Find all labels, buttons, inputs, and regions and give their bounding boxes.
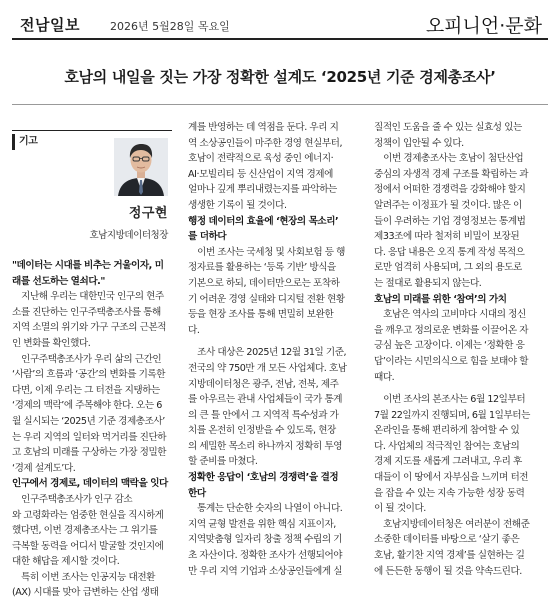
body-text-line: 이 될 것이다. — [374, 503, 426, 515]
issue-date: 2026년 5월28일 목요일 — [110, 20, 230, 33]
subheading-line: 인구에서 경제로, 데이터의 맥락을 잇다 — [12, 478, 168, 490]
body-text-line: 답’이라는 시민의식으로 힘을 보태야 할 — [374, 355, 529, 367]
body-text-line: 로만 엄격히 사용되며, 그 외의 용도로 — [374, 262, 522, 274]
body-text-line: 극복할 동력을 어디서 발굴할 것인지에 — [12, 540, 164, 552]
body-text-line: 소중한 데이터를 바탕으로 ‘살기 좋은 — [374, 534, 520, 546]
body-text-line: 지역맞춤형 일자리 창출 정책 수립의 기 — [188, 534, 343, 546]
newspaper-name: 전남일보 — [20, 16, 80, 34]
body-text-line: 대들이 이 땅에서 자부심을 느끼며 터전 — [374, 472, 529, 484]
subheading-line: 정확한 응답이 ‘호남의 경쟁력’을 결정 — [188, 472, 339, 484]
body-text-line: 했다면, 이번 경제총조사는 그 위기를 — [12, 525, 158, 537]
author-info — [89, 206, 168, 243]
body-text-line: 의 세밀한 목소리 하나까지 정확히 투영 — [188, 440, 343, 452]
body-text-line: 을 잡을 수 있는 지속 가능한 성장 동력 — [374, 487, 525, 499]
body-text-line: 다. 사업체의 적극적인 참여는 호남의 — [374, 440, 520, 452]
paragraph-gap — [374, 385, 548, 392]
body-text-line: 소를 진단하는 인구주택총조사를 통해 — [12, 306, 161, 318]
body-text-line: 다. 응답 내용은 오직 통계 작성 목적으 — [374, 246, 525, 258]
body-text-line: (AX) 시대를 맞아 급변하는 산업 생태 — [12, 587, 159, 599]
byline-block — [12, 120, 172, 258]
body-text-line: 다. — [188, 324, 200, 336]
body-text-line: 계를 반영하는 데 역점을 둔다. 우리 지 — [188, 122, 339, 133]
body-text-line: 지방데이터청은 광주, 전남, 전북, 제주 — [188, 378, 339, 390]
body-text-line: 역 소상공인들이 마주한 경영 현실부터, — [188, 137, 343, 149]
body-text-line: 정책이 입안될 수 있다. — [374, 137, 464, 149]
body-text-line: 와 고령화라는 엄중한 현실을 직시하게 — [12, 509, 164, 521]
body-text-line: 기본으로 하되, 데이터만으로는 포착하 — [188, 277, 340, 289]
body-text-line: 을 깨우고 정의로운 변화를 이끌어온 자 — [374, 324, 529, 336]
subheading-line: 한다 — [188, 487, 206, 499]
body-text-line: 긍심 높은 고장이다. 이제는 ‘정확한 응 — [374, 340, 525, 352]
body-text-line: ‘경제의 맥락’에 주목해야 한다. 오는 6 — [12, 400, 162, 412]
article-column-1 — [12, 120, 172, 601]
body-text-line: 지난해 우리는 대한민국 인구의 현주 — [12, 291, 164, 303]
body-text-line: 중심의 자생적 경제 구조를 확립하는 과 — [374, 168, 529, 180]
body-text-line: 들이 우려하는 기업 경영정보는 통계법 — [374, 215, 526, 227]
body-text-line: 지역 소멸의 위기와 가구 구조의 근본적 — [12, 322, 167, 334]
body-text-line: 이번 조사는 국세청 및 사회보험 등 행 — [188, 246, 346, 258]
headline: 호남의 내일을 짓는 가장 정확한 설계도 ‘2025년 기준 경제총조사’ — [64, 68, 496, 86]
body-text-line: 특히 이번 조사는 인공지능 대전환 — [12, 571, 155, 583]
body-text-line: 제33조에 따라 철저히 비밀이 보장된 — [374, 231, 520, 243]
body-text-line: 지역 균형 발전을 위한 핵심 지표이자, — [188, 518, 336, 530]
body-text-line: 의 큰 틀 안에서 그 지역적 특수성과 가 — [188, 409, 339, 421]
body-text-line: 는 절대로 활용되지 않는다. — [374, 277, 482, 289]
body-text-line: 인 변화를 확인했다. — [12, 337, 91, 349]
body-text-line: 온라인을 통해 편리하게 참여할 수 있 — [374, 425, 520, 437]
body-text-line: 통계는 단순한 숫자의 나열이 아니다. — [188, 503, 343, 515]
subheading-line: 호남의 미래를 위한 ‘참여’의 가치 — [374, 293, 507, 305]
author-name: 정구현 — [128, 206, 168, 221]
body-text-line: 얼마나 깊게 뿌리내렸는지를 파악하는 — [188, 184, 337, 196]
subheading-line: 행정 데이터의 효율에 ‘현장의 목소리’ — [188, 215, 339, 227]
body-text-line: 는 우리 지역의 일터와 먹거리를 진단하 — [12, 431, 167, 443]
body-text-line: 호남지방데이터청은 여러분이 전해준 — [374, 518, 530, 530]
masthead — [12, 8, 548, 40]
body-text-line: 에 든든한 동행이 될 것을 약속드린다. — [374, 565, 522, 577]
author-portrait-icon — [114, 138, 168, 196]
author-photo — [114, 138, 168, 196]
author-title: 호남지방데이터청장 — [89, 229, 168, 241]
body-text-line: 만 우리 지역 기업과 소상공인들에게 실 — [188, 565, 343, 577]
subheading-line: 래를 선도하는 열쇠다." — [12, 275, 105, 287]
body-text-line: 대한 해답을 제시할 것이다. — [12, 556, 120, 568]
body-text-line: 호남은 역사의 고비마다 시대의 정신 — [374, 309, 526, 321]
body-text-line: 호남이 전략적으로 육성 중인 에너지· — [188, 153, 334, 165]
body-text-line: 인구주택총조사가 우리 삶의 근간인 — [12, 353, 162, 365]
body-text-line: 정자료를 활용하는 ‘등록 기반’ 방식을 — [188, 262, 336, 274]
body-text-line: ‘사람’의 흐름과 ‘공간’의 변화를 기록한 — [12, 369, 166, 381]
body-text-line: ‘경제 설계도’다. — [12, 462, 76, 474]
body-text-line: AI·모빌리티 등 신산업이 지역 경제에 — [188, 168, 333, 180]
body-text-line: 때다. — [374, 371, 395, 383]
column-kicker: 기고 — [12, 134, 37, 150]
body-text-line: 초 자산이다. 정확한 조사가 선행되어야 — [188, 550, 343, 562]
paragraph-gap — [188, 338, 361, 345]
body-text-line: 기 어려운 경영 실태와 디지털 전환 현황 — [188, 293, 345, 305]
body-text-line: 경제 지도를 새롭게 그려내고, 우리 후 — [374, 456, 522, 468]
byline-divider — [12, 130, 172, 131]
article-column-2 — [188, 120, 361, 579]
body-text-line: 정에서 어떠한 경쟁력을 강화해야 할지 — [374, 184, 526, 196]
article-column-3 — [374, 120, 548, 579]
body-text-line: 인구주택총조사가 인구 감소 — [12, 493, 133, 505]
body-text-line: 생생한 기록이 될 것이다. — [188, 199, 287, 211]
body-text-line: 알려주는 이정표가 될 것이다. 많은 이 — [374, 199, 522, 211]
body-text-line: 이번 조사의 본조사는 6월 12일부터 — [374, 394, 526, 406]
body-text-line: 조사 대상은 2025년 12월 31일 기준, — [188, 347, 347, 359]
body-text-line: 질적인 도움을 줄 수 있는 실효성 있는 — [374, 122, 522, 133]
body-text-line: 등을 현장 조사를 통해 면밀히 보완한 — [188, 309, 334, 321]
body-text-line: 이번 경제총조사는 호남이 첨단산업 — [374, 153, 524, 165]
body-text-line: 를 아우르는 관내 사업체들이 국가 통계 — [188, 394, 343, 406]
body-text-line: 월 실시되는 ‘2025년 기준 경제총조사’ — [12, 415, 165, 427]
section-title: 오피니언·문화 — [425, 15, 542, 37]
body-text-line: 7월 22일까지 진행되며, 6월 1일부터는 — [374, 409, 530, 421]
body-text-line: 전국의 약 750만 개 모든 사업체다. 호남 — [188, 362, 347, 374]
body-text-line: 치를 온전히 인정받을 수 있도록, 현장 — [188, 425, 336, 437]
headline-divider — [12, 104, 548, 105]
subheading-line: "데이터는 시대를 비추는 거울이자, 미 — [12, 260, 164, 271]
body-text-line: 호남, 활기찬 지역 경제’를 실현하는 길 — [374, 550, 525, 562]
body-text-line: 다면, 이제 우리는 그 터전을 지탱하는 — [12, 384, 160, 396]
body-text-line: 할 준비를 마쳤다. — [188, 456, 258, 468]
subheading-line: 를 더하다 — [188, 231, 227, 243]
body-text-line: 고 호남의 미래를 구상하는 가장 정밀한 — [12, 447, 167, 459]
